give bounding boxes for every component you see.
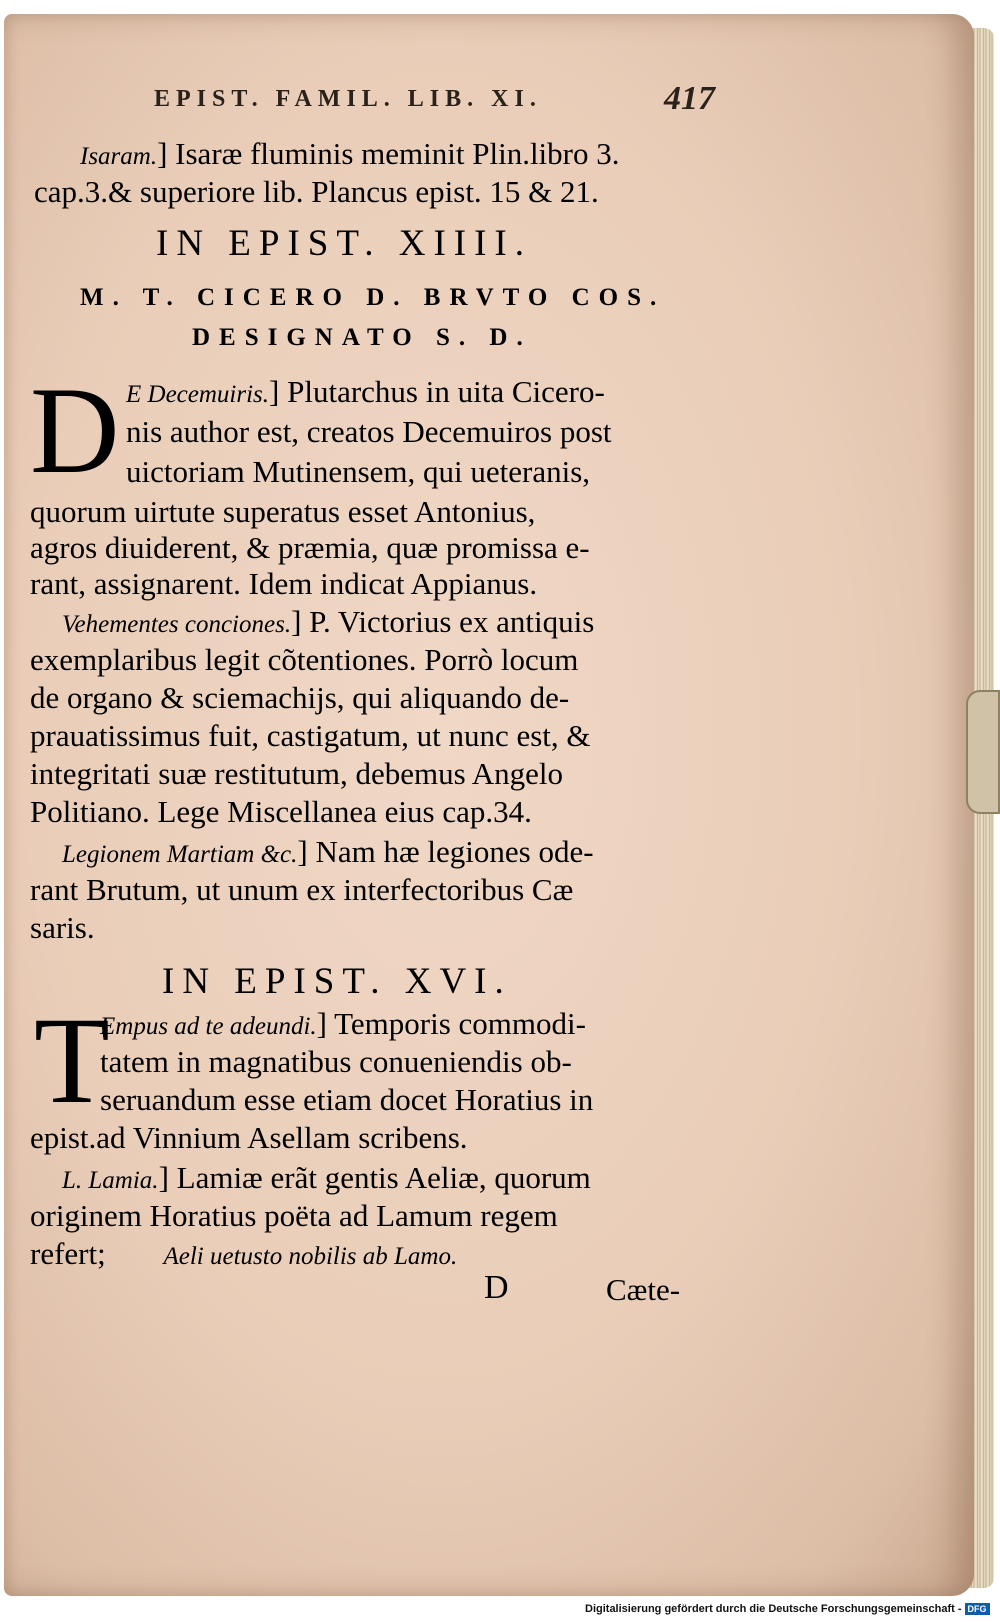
text-line: de organo & sciemachijs, qui aliquando de- bbox=[30, 680, 570, 715]
lemma: Vehementes conciones. bbox=[62, 611, 292, 638]
text-line bbox=[62, 834, 594, 873]
book-clasp-tab bbox=[966, 690, 1000, 814]
text-line: quorum uirtute superatus esset Antonius, bbox=[30, 494, 536, 529]
folio-number: 417 bbox=[664, 80, 715, 117]
lemma: L. Lamia. bbox=[62, 1167, 159, 1194]
line-text: ] Temporis commodi- bbox=[316, 1006, 586, 1041]
text-line: originem Horatius poëta ad Lamum regem bbox=[30, 1198, 558, 1233]
text-line: epist.ad Vinnium Asellam scribens. bbox=[30, 1120, 468, 1155]
lemma: Isaram. bbox=[80, 143, 158, 170]
lemma: Empus ad te adeundi. bbox=[100, 1013, 317, 1040]
text-line: seruandum esse etiam docet Horatius in bbox=[100, 1082, 594, 1117]
line-text: refert; bbox=[30, 1236, 106, 1271]
running-header bbox=[154, 80, 754, 117]
text-line bbox=[100, 1006, 586, 1045]
signature-mark: D bbox=[484, 1269, 509, 1306]
text-line bbox=[80, 136, 620, 175]
line-text: ] Plutarchus in uita Cicero- bbox=[269, 374, 605, 409]
text-line: saris. bbox=[30, 910, 95, 945]
line-text: ] Isaræ fluminis meminit Plin.libro 3. bbox=[157, 136, 620, 171]
text-line: exemplaribus legit cõtentiones. Porrò locum bbox=[30, 642, 579, 677]
text-line bbox=[34, 174, 599, 210]
drop-cap: T bbox=[34, 992, 110, 1129]
text-line bbox=[126, 374, 605, 413]
catchword: Cæte- bbox=[606, 1272, 681, 1307]
text-line: uictoriam Mutinensem, qui ueteranis, bbox=[126, 454, 591, 489]
text-line: agros diuiderent, & præmia, quæ promissa e- bbox=[30, 530, 590, 565]
text-line: tatem in magnatibus conueniendis ob- bbox=[100, 1044, 572, 1079]
section-heading: IN EPIST. XIIII. bbox=[156, 223, 532, 264]
line-text: cap.3.& superiore lib. Plancus epist. 15 & 21. bbox=[34, 174, 599, 209]
lemma: Legionem Martiam &c. bbox=[62, 841, 298, 868]
text-line: integritati suæ restitutum, debemus Angelo bbox=[30, 756, 563, 791]
text-line: prauatissimus fuit, castigatum, ut nunc est, & bbox=[30, 718, 591, 753]
text-line: nis author est, creatos Decemuiros post bbox=[126, 414, 612, 449]
text-line bbox=[30, 1236, 457, 1275]
text-line: rant Brutum, ut unum ex interfectoribus Cæ bbox=[30, 872, 574, 907]
verse-quote: Aeli uetusto nobilis ab Lamo. bbox=[163, 1243, 458, 1270]
lemma: E Decemuiris. bbox=[126, 381, 270, 408]
dfg-logo: DFG bbox=[965, 1603, 990, 1615]
line-text: ] Nam hæ legiones ode- bbox=[297, 834, 594, 869]
text-line: rant, assignarent. Idem indicat Appianus. bbox=[30, 566, 538, 601]
letter-address: M. T. CICERO D. BRVTO COS. bbox=[80, 284, 666, 311]
drop-cap: D bbox=[30, 362, 120, 499]
running-title: EPIST. FAMIL. LIB. XI. bbox=[154, 86, 542, 112]
digitization-credit bbox=[585, 1603, 995, 1621]
section-heading: IN EPIST. XVI. bbox=[162, 961, 512, 1002]
text-line: Politiano. Lege Miscellanea eius cap.34. bbox=[30, 794, 532, 829]
line-text: ] P. Victorius ex antiquis bbox=[291, 604, 595, 639]
letter-address: DESIGNATO S. D. bbox=[192, 324, 532, 351]
credit-text: Digitalisierung gefördert durch die Deutsche Forschungsgemeinschaft - bbox=[585, 1603, 962, 1615]
line-text: ] Lamiæ erãt gentis Aeliæ, quorum bbox=[158, 1160, 591, 1195]
text-line bbox=[62, 1160, 591, 1199]
text-line bbox=[62, 604, 594, 643]
